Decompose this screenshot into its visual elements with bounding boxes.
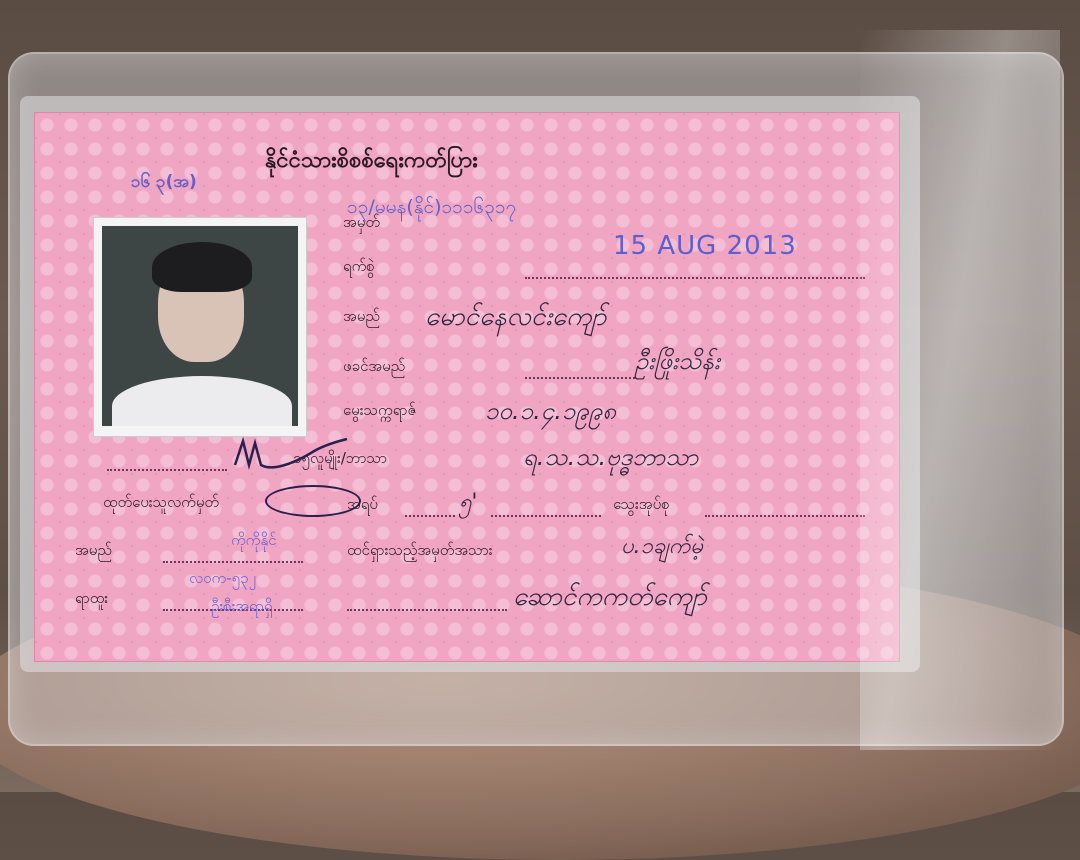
race-label: ၁၅လူမျိုး/ဘာသာ: [293, 449, 388, 467]
height-value: ၅': [459, 490, 478, 515]
father-value: ဦးဖြိုးသိန်း: [635, 347, 720, 375]
id-photo: [93, 217, 307, 437]
shirt: [112, 376, 292, 426]
issuer-rank-value: လဝက-၅၃၂: [189, 569, 256, 587]
mark-value: ပ.၁ချက်မဲ့: [621, 534, 703, 559]
issuer-office-value: ဦးစီးအရာရှိ: [211, 597, 273, 615]
number-label: အမှတ်: [343, 213, 380, 231]
id-card: [34, 112, 900, 662]
father-dots: [525, 377, 635, 379]
blood-label: သွေးအုပ်စု: [613, 495, 670, 513]
date-stamp: 15 AUG 2013: [613, 231, 797, 261]
height-label: အရပ်: [347, 495, 378, 513]
officer-signature-mark: [231, 435, 351, 481]
hair: [152, 242, 252, 292]
bottom-handwriting: ဆောင်ကကတ်ကျော်: [513, 582, 707, 612]
father-label: ဖခင်အမည်: [343, 357, 406, 375]
issuer-label: ထုတ်ပေးသူလက်မှတ်: [103, 493, 220, 511]
issuer-name-dots: [163, 561, 303, 563]
name-value: မောင်နေလင်းကျော်: [425, 302, 607, 332]
blood-dots: [705, 515, 865, 517]
issuer-name-label: အမည်: [75, 541, 112, 559]
height-dots-a: [405, 515, 455, 517]
dob-value: ၁၀.၁.၄.၁၉၉၈: [485, 397, 617, 425]
race-leading-dots: [107, 469, 227, 471]
dob-label: မွေးသက္ကရာဇ်: [343, 401, 417, 419]
height-dots-b: [491, 515, 601, 517]
mark-label: ထင်ရှားသည့်အမှတ်အသား: [347, 541, 493, 559]
date-label: ရက်စွဲ: [343, 257, 375, 275]
card-title: နိုင်ငံသားစိစစ်ရေးကတ်ပြား: [265, 148, 478, 173]
top-stamp: ၁၆ ၃(အ): [131, 172, 197, 192]
race-value: ရ.သ.သ.ဗုဒ္ဓဘာသာ: [523, 443, 699, 471]
name-label: အမည်: [343, 307, 380, 325]
date-dots: [525, 277, 865, 279]
issuer-rank-label: ရာထူး: [75, 589, 109, 607]
number-value: ၁၃/မမန(နိုင်)၁၁၁၆၃၁၇: [347, 196, 517, 218]
issuer-name-value: ကိုကိုနိုင်: [231, 531, 277, 549]
bottom-dots: [347, 609, 507, 611]
portrait: [102, 226, 298, 426]
